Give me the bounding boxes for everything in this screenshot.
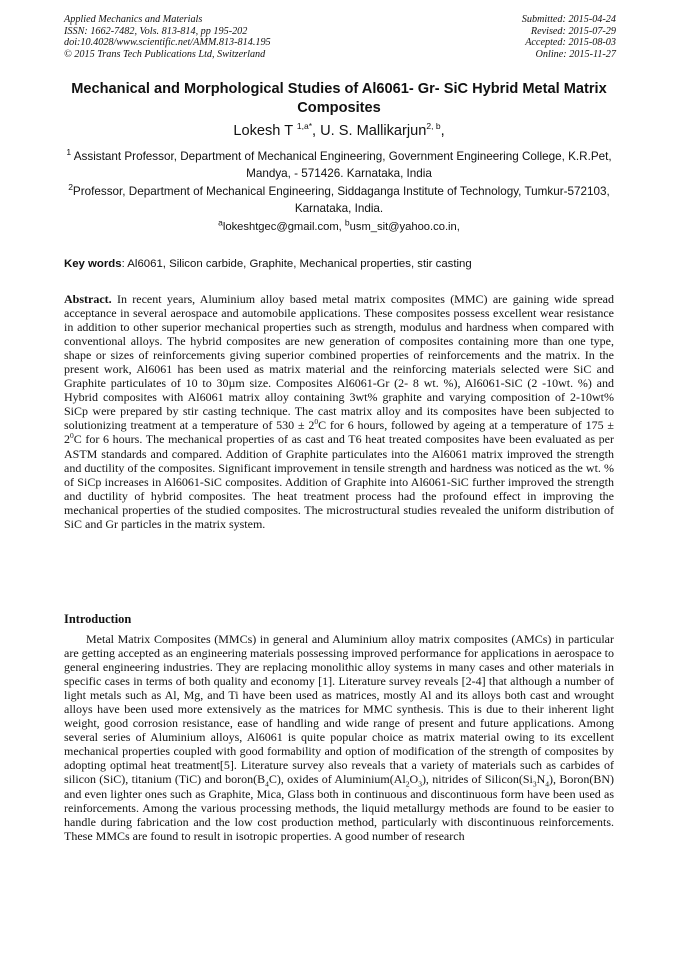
intro-text-3: O [409, 772, 419, 787]
author-line [40, 122, 638, 140]
subscript: 3 [418, 779, 422, 789]
degree-superscript: 0 [70, 431, 74, 441]
introduction-heading: Introduction [64, 612, 132, 626]
email-b: usm_sit@yahoo.co.in, [349, 221, 460, 233]
revised-date: Revised: 2015-07-29 [530, 25, 616, 37]
author-line-end: , [440, 123, 445, 139]
issn-line: ISSN: 1662-7482, Vols. 813-814, pp 195-202 [64, 25, 248, 37]
affiliation-1-marker: 1 [66, 147, 72, 158]
email-b-marker: b [344, 217, 350, 228]
journal-name: Applied Mechanics and Materials [64, 14, 203, 25]
introduction-paragraph [64, 632, 614, 843]
author-emails [64, 217, 614, 235]
intro-text-1: Metal Matrix Composites (MMCs) in general and Aluminium alloy matrix composites (AMCs) in particular are getting accepted as an engineering materials possessing improved performance for applications in aerospace to general engineering industries. They are replacing monolithic alloy systems in many cases and other materials in specific cases in terms of both quality and economy [1]. Literature survey reveals [2-4] that although a number of light metals such as Al, Mg, and Ti have been used as matrices, mostly Al and its alloys both cast and wrought alloys have been used more extensively as the matrices for MMC synthesis. This is due to their inherent light weight, good corrosion resistance, ease of handling and wide range of present and future applications. Among several series of Aluminium alloys, Al6061 is quite popular choice as matrix material owing to its excellent mechanical properties coupled with good formability and option of modification of the strength of composites by adopting optimal heat treatment[5]. Literature survey also reveals that a variety of materials such as carbides of silicon (SiC), titanium (TiC) and boron(B [64, 632, 614, 787]
subscript: 2 [405, 779, 410, 789]
submitted-date: Submitted: 2015-04-24 [521, 14, 616, 25]
abstract [64, 292, 614, 531]
email-a-marker: a [218, 217, 223, 228]
author-2-marker: 2, b [426, 121, 441, 132]
subscript: 4 [545, 779, 550, 789]
author-2-name: , U. S. Mallikarjun [312, 123, 427, 139]
keywords [64, 257, 614, 272]
journal-info [64, 14, 271, 60]
online-date: Online: 2015-11-27 [535, 48, 616, 60]
keywords-text: : Al6061, Silicon carbide, Graphite, Mechanical properties, stir casting [121, 258, 472, 270]
degree-superscript: 0 [314, 417, 319, 427]
keywords-label: Key words [64, 258, 122, 270]
intro-text-6: ), Boron(BN) and even lighter ones such as Graphite, Mica, Glass both in continuous and discontinuous form have been used as reinforcements. Among the various processing methods, the liquid metallurgy methods are found to be easier to handle during fabrication and the low cost production method, particularly with discontinuous reinforcements. These MMCs are found to result in isotropic properties. A good number of research [64, 772, 614, 843]
abstract-text-3: C for 6 hours. The mechanical properties of as cast and T6 heat treated composites have been evaluated as per ASTM standards and compared. Addition of Graphite particulates into the Al6061 matrix improved the strength and ductility of the composites. Significant improvement in tensile strength and hardness was noticed as the wt. % of SiCp increases in Al6061-SiC composites. Addition of Graphite into Al6061-SiC further improved the strength and ductility of hybrid composites. The heat treatment process had the profound effect in improving the mechanical properties of the studied composites. The microstructural studies revealed the uniform distribution of SiC and Gr particles in the matrix system. [64, 432, 614, 531]
affiliation-1-text: Assistant Professor, Department of Mechanical Engineering, Government Engineering College, K.R.Pet, Mandya, - 571426. Karnataka, India [71, 150, 612, 180]
abstract-text-1: In recent years, Aluminium alloy based metal matrix composites (MMC) are gaining wide spread acceptance in several aerospace and automobile applications. These composites possess excellent wear resistance in addition to other superior mechanical properties such as strength, modulus and hardness when compared with conventional alloys. The hybrid composites are new generation of composites containing more than one type, shape or sizes of reinforcements giving superior combined properties of reinforcements and the matrix. In the present work, Al6061 has been used as matrix material and the reinforcing materials selected were SiC and Graphite particulates of 10 to 30µm size. Composites Al6061-Gr (2- 8 wt. %), Al6061-SiC (2 -10wt. %) and Hybrid composites with Al6061 matrix alloy containing 3wt% graphite and varying composition of 2-10wt% SiCp were prepared by stir casting technique. The cast matrix alloy and its composites have been subjected to solutionizing treatment at a temperature of 530 ± 2 [64, 292, 614, 433]
affiliation-2-marker: 2 [68, 182, 73, 193]
intro-text-2: C), oxides of Aluminium(Al [268, 772, 406, 787]
intro-text-5: N [536, 772, 546, 787]
paper-title: Mechanical and Morphological Studies of Al6061- Gr- SiC Hybrid Metal Matrix Composites [71, 81, 607, 116]
publication-dates [522, 14, 616, 60]
doi-line: doi:10.4028/www.scientific.net/AMM.813-814.195 [64, 37, 271, 49]
subscript: 4 [265, 779, 269, 789]
intro-text-4: ), nitrides of Silicon(Si [421, 772, 533, 787]
author-1-marker: 1,a* [296, 121, 313, 132]
email-a: lokeshtgec@gmail.com, [222, 221, 345, 233]
affiliation-2-text: Professor, Department of Mechanical Engineering, Siddaganga Institute of Technology, Tumkur-572103, Karnataka, India. [72, 185, 610, 215]
author-1-name: Lokesh T [233, 123, 297, 139]
subscript: 3 [532, 779, 537, 789]
accepted-date: Accepted: 2015-08-03 [525, 37, 616, 49]
copyright-line: © 2015 Trans Tech Publications Ltd, Switzerland [64, 48, 266, 60]
abstract-label: Abstract. [64, 292, 112, 306]
abstract-text-2: C for 6 hours, followed by ageing at a temperature of 175 ± 2 [64, 418, 615, 447]
affiliation-2 [64, 184, 614, 217]
affiliation-1 [64, 149, 614, 182]
